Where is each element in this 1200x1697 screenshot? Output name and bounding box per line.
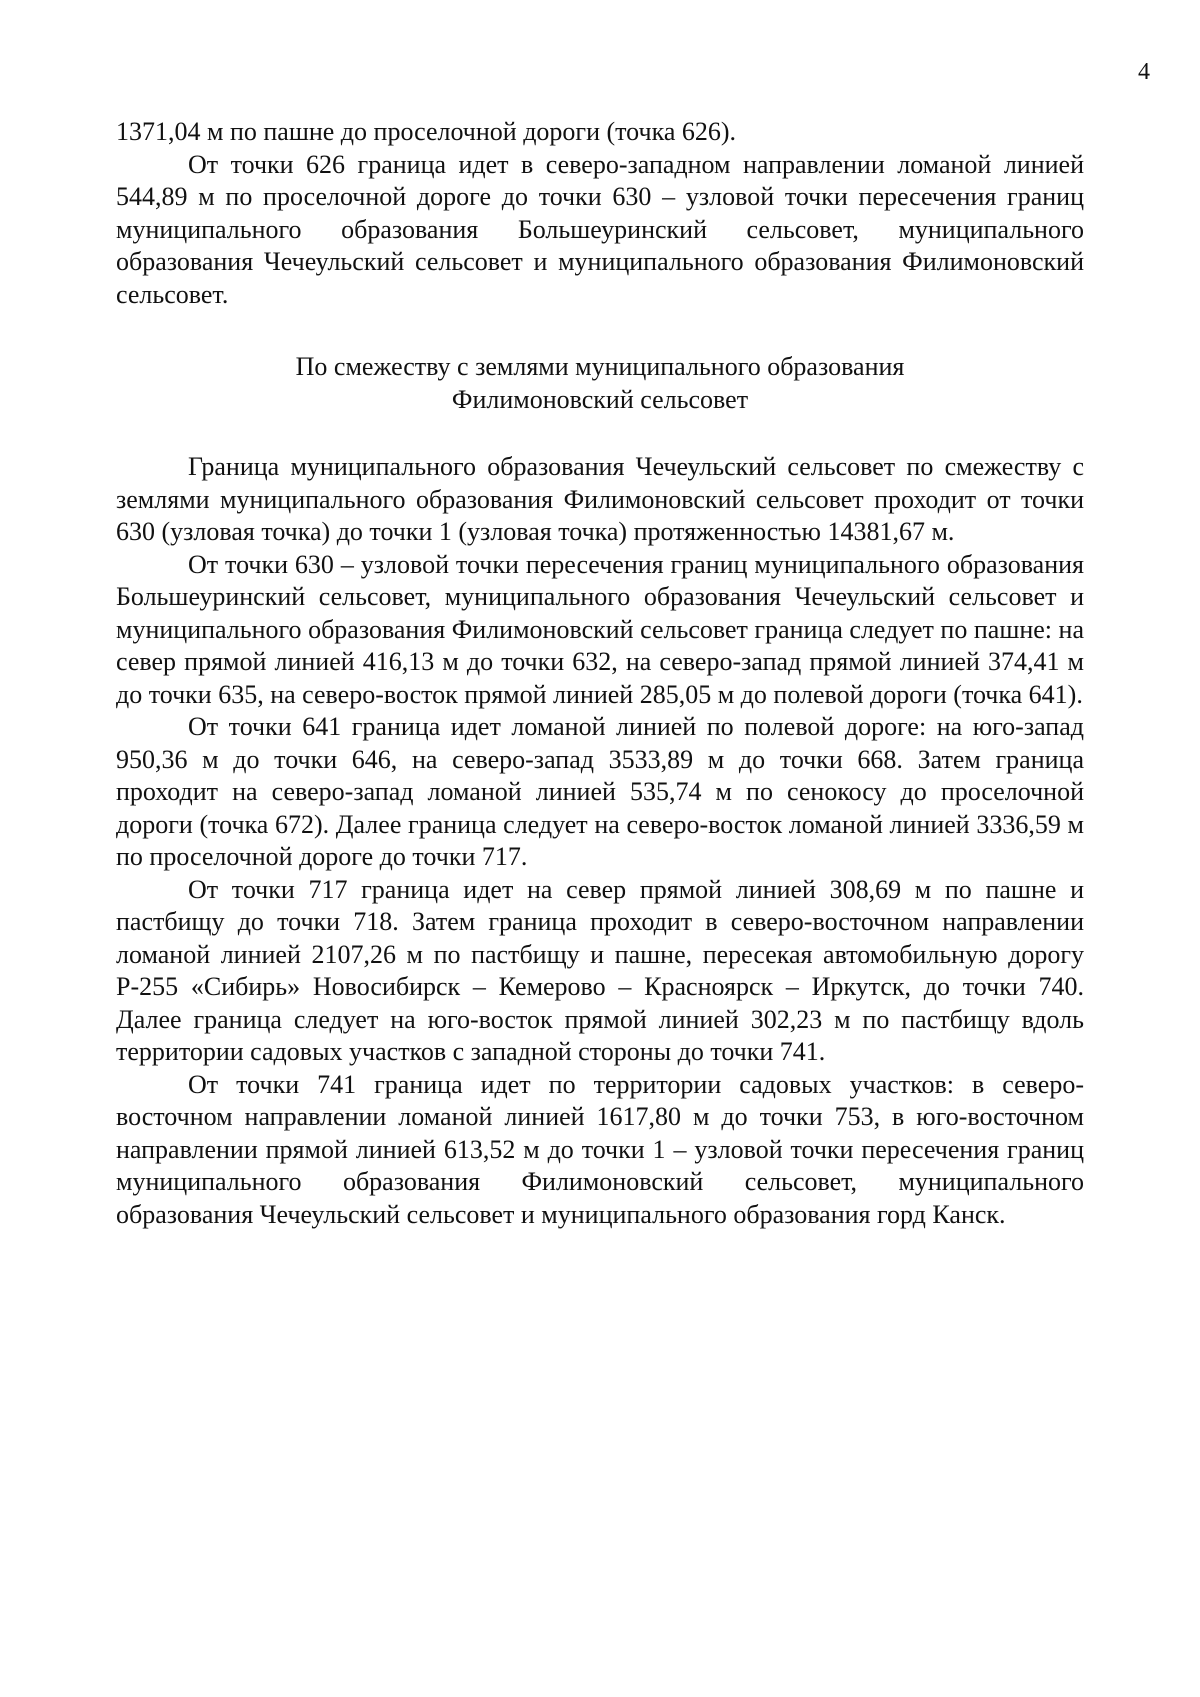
spacer [116,416,1084,451]
paragraph-point-626: От точки 626 граница идет в северо-западном направлении ломаной линией 544,89 м по проселочной дороге до точки 630 – узловой точки пересечения границ муниципального образования Большеуринский сельсовет, муниципального образования Чечеульский сельсовет и муниципального образования Филимоновский сельсовет. [116,149,1084,309]
section-heading-line-2: Филимоновский сельсовет [451,384,749,414]
paragraph-point-630: От точки 630 – узловой точки пересечения границ муниципального образования Большеуринский сельсовет, муниципального образования Чечеульский сельсовет и муниципального образования Филимоновский сельсовет граница следует по пашне: на север прямой линией 416,13 м до точки 632, на северо-запад прямой линией 374,41 м до точки 635, на северо-восток прямой линией 285,05 м до полевой дороги (точка 641). [116,549,1084,709]
section-heading [116,351,1084,416]
paragraph-point-741: От точки 741 граница идет по территории садовых участков: в северо-восточном направлении ломаной линией 1617,80 м до точки 753, в юго-восточном направлении прямой линией 613,52 м до точки 1 – узловой точки пересечения границ муниципального образования Филимоновский сельсовет, муниципального образования Чечеульский сельсовет и муниципального образования горд Канск. [116,1069,1084,1229]
document-body [116,116,1084,1231]
page-number: 4 [1138,59,1150,85]
spacer [116,311,1084,351]
paragraph-boundary-summary: Граница муниципального образования Чечеульский сельсовет по смежеству с землями муниципального образования Филимоновский сельсовет проходит от точки 630 (узловая точка) до точки 1 (узловая точка) протяженностью 14381,67 м. [116,452,1084,546]
section-heading-line-1: По смежеству с землями муниципального образования [295,352,905,381]
paragraph-point-641: От точки 641 граница идет ломаной линией по полевой дороге: на юго-запад 950,36 м до точки 646, на северо-запад 3533,89 м до точки 668. Затем граница проходит на северо-запад ломаной линией 535,74 м по сенокосу до проселочной дороги (точка 672). Далее граница следует на северо-восток ломаной линией 3336,59 м по проселочной дороге до точки 717. [116,712,1084,871]
paragraph-continuation: 1371,04 м по пашне до проселочной дороги (точка 626). [116,117,737,146]
paragraph-point-717: От точки 717 граница идет на север прямой линией 308,69 м по пашне и пастбищу до точки 718. Затем граница проходит в северо-восточном направлении ломаной линией 2107,26 м по пастбищу и пашне, пересекая автомобильную дорогу Р-255 «Сибирь» Новосибирск – Кемерово – Красноярск – Иркутск, до точки 740. Далее граница следует на юго-восток прямой линией 302,23 м по пастбищу вдоль территории садовых участков с западной стороны до точки 741. [116,874,1084,1066]
